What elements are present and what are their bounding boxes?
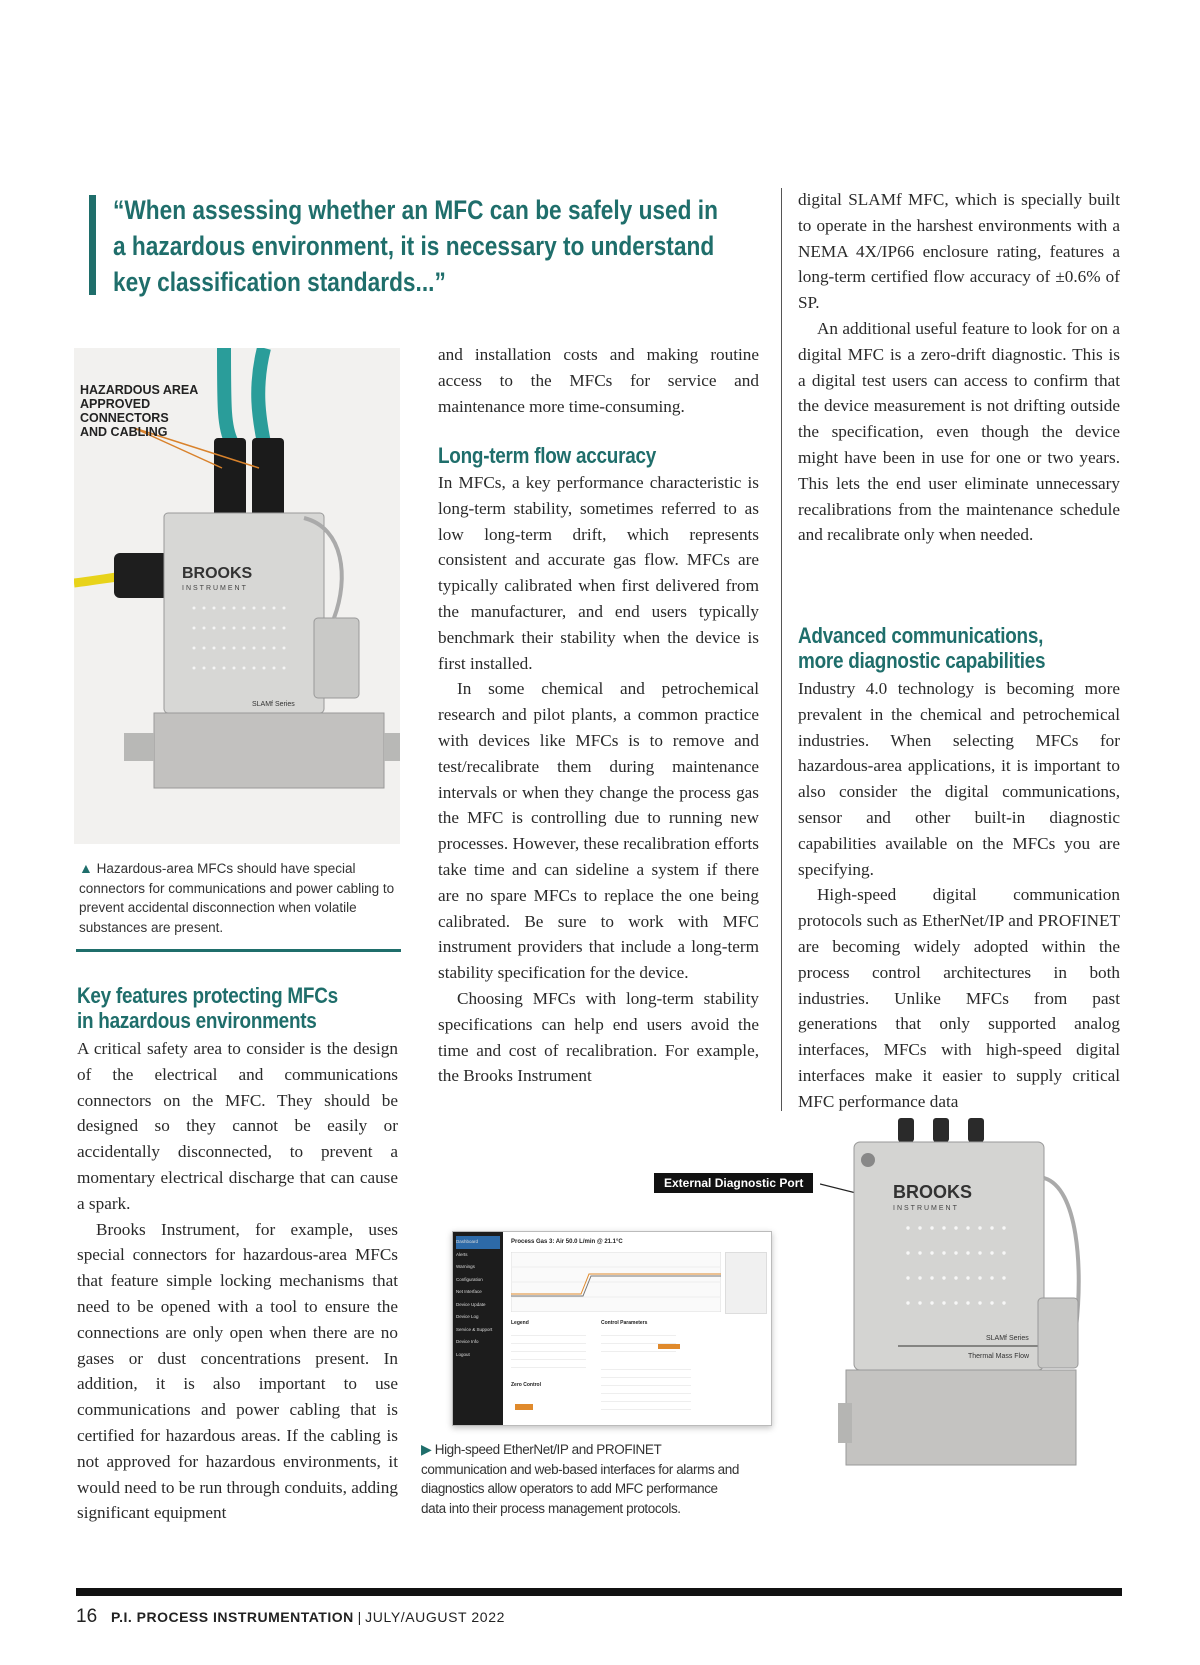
brand-logo: BROOKS bbox=[182, 565, 253, 582]
ui-trend-chart bbox=[511, 1252, 721, 1312]
paragraph: An additional useful feature to look for on a digital MFC is a zero-drift diagnostic. This is a digital test users can access to confirm that the device measurement is not drifting outside the specification, even though the device might have been in use for one or two years. This lets the end user eliminate unnecessary recalibrations from the maintenance schedule and recalibrate only when needed. bbox=[798, 318, 1120, 545]
ui-nav-item: Dashboard bbox=[456, 1236, 500, 1249]
figure1-photo bbox=[74, 348, 400, 844]
pull-quote-bar bbox=[89, 195, 96, 295]
mfc-device-2-illustration bbox=[838, 1118, 1098, 1578]
column3-body-top bbox=[798, 187, 1120, 548]
svg-text:INSTRUMENT: INSTRUMENT bbox=[182, 585, 248, 592]
callout-label: HAZARDOUS AREA APPROVED CONNECTORS AND CABLING bbox=[80, 383, 198, 439]
ui-title: Process Gas 3: Air 50.0 L/min @ 21.1°C bbox=[511, 1239, 623, 1245]
magazine-name: P.I. PROCESS INSTRUMENTATION bbox=[111, 1609, 354, 1625]
page-footer bbox=[76, 1606, 505, 1628]
column2-body bbox=[438, 470, 759, 1089]
footer-rule bbox=[76, 1588, 1122, 1596]
column2-intro bbox=[438, 342, 759, 419]
paragraph: High-speed digital communication protocols such as EtherNet/IP and PROFINET are becoming widely adopted within the process control architectures in both industries. Unlike MFCs from past generations that only supported analog interfaces, MFCs with high-speed digital interfaces make it easier to supply critical MFC performance data bbox=[798, 885, 1120, 1111]
diagnostic-port bbox=[861, 1153, 875, 1167]
section-heading-advanced-comm: Advanced communications, more diagnostic capabilities bbox=[798, 623, 1046, 673]
footer-separator: | bbox=[357, 1609, 362, 1625]
figure2-caption: ▶ High-speed EtherNet/IP and PROFINET communication and web-based interfaces for alarms and diagnostics allow operators to add MFC performance data into their process management protocols. bbox=[421, 1441, 739, 1516]
paragraph: In some chemical and petrochemical research and pilot plants, a common practice with devices like MFCs is to remove and test/recalibrate them during maintenance intervals or when they change the process gas the MFC is controlling due to running new processes. However, these recalibration efforts take time and can sideline a system if there are no spare MFCs to replace the one being calibrated. Be sure to work with MFC instrument providers that include a long-term stability specification for the device. bbox=[438, 679, 759, 983]
caption-rule bbox=[76, 949, 401, 952]
figure1-caption: ▲ Hazardous-area MFCs should have special connectors for communications and power cabling to prevent accidental disconnection when volatile substances are present. bbox=[79, 860, 395, 935]
triangle-right-icon: ▶ bbox=[421, 1441, 432, 1457]
svg-text:SLAMf Series: SLAMf Series bbox=[986, 1335, 1029, 1342]
ui-nav-item: Service & Support bbox=[456, 1326, 493, 1332]
paragraph: and installation costs and making routine access to the MFCs for service and maintenance more time-consuming. bbox=[438, 345, 759, 416]
ui-zero-button bbox=[515, 1404, 533, 1410]
ui-sidebar bbox=[453, 1232, 503, 1425]
ui-legend-rows bbox=[511, 1328, 586, 1373]
ui-zero-control: Zero Control bbox=[511, 1382, 541, 1388]
column1-body bbox=[77, 1036, 398, 1526]
ui-control-rows bbox=[601, 1328, 676, 1353]
ui-legend: Legend bbox=[511, 1320, 529, 1326]
svg-text:SLAMf Series: SLAMf Series bbox=[252, 701, 295, 708]
paragraph: A critical safety area to consider is the design of the electrical and communications connectors on the MFC. They should be designed so they cannot be easily or accidentally disconnected, to prevent a momentary electrical discharge that can cause a spark. bbox=[77, 1039, 398, 1213]
svg-text:Thermal Mass Flow: Thermal Mass Flow bbox=[968, 1353, 1030, 1360]
ui-nav-item: Device Update bbox=[456, 1301, 486, 1307]
web-interface-screenshot bbox=[452, 1231, 772, 1426]
section-heading-long-term: Long-term flow accuracy bbox=[438, 443, 657, 468]
ui-setpoint-rows bbox=[601, 1362, 691, 1412]
mfc-device-illustration bbox=[74, 348, 400, 844]
paragraph: In MFCs, a key performance characteristic is long-term stability, sometimes referred to as low long-term drift, which represents consistent and accurate gas flow. MFCs are typically calibrated when first delivered from the manufacturer, and end users typically benchmark their stability when the device is first installed. bbox=[438, 473, 759, 673]
external-port-label: External Diagnostic Port bbox=[654, 1173, 813, 1193]
issue-date: JULY/AUGUST 2022 bbox=[365, 1609, 505, 1625]
ui-nav-item: Warnings bbox=[456, 1264, 475, 1269]
ui-nav-item: Device Log bbox=[456, 1314, 479, 1319]
ui-nav-item: Net Interface bbox=[456, 1289, 482, 1294]
column-divider bbox=[781, 188, 782, 1111]
ui-nav-item: Configuration bbox=[456, 1276, 483, 1282]
paragraph: Industry 4.0 technology is becoming more prevalent in the chemical and petrochemical industries. When selecting MFCs for hazardous-area applications, it is important to also consider the digital communications, sensor and other built-in diagnostic capabilities available on the MFCs you are specifying. bbox=[798, 679, 1120, 879]
page-number: 16 bbox=[76, 1606, 98, 1627]
paragraph: Brooks Instrument, for example, uses special connectors for hazardous-area MFCs that feature simple locking mechanisms that need to be opened with a tool to ensure the connections are only open when there are no gases or dust concentrations present. In addition, it is also important to use communications and power cabling that is certified for hazardous areas. If the cabling is not approved for hazardous environments, it would need to be run through conduits, adding significant equipment bbox=[77, 1219, 398, 1523]
ui-nav-item: Alerts bbox=[456, 1251, 468, 1257]
ui-control: Control Parameters bbox=[601, 1320, 648, 1326]
svg-text:INSTRUMENT: INSTRUMENT bbox=[893, 1205, 959, 1212]
paragraph: digital SLAMf MFC, which is specially built to operate in the harshest environments with a NEMA 4X/IP66 enclosure rating, features a long-term certified flow accuracy of ±0.6% of SP. bbox=[798, 190, 1120, 313]
triangle-up-icon: ▲ bbox=[79, 860, 93, 876]
ui-status-panel bbox=[725, 1252, 767, 1314]
ui-apply-button bbox=[658, 1344, 680, 1349]
ui-nav-item: Logout bbox=[456, 1351, 470, 1357]
pull-quote: “When assessing whether an MFC can be safely used in a hazardous environment, it is necessary to understand key classification standards...” bbox=[113, 195, 718, 297]
ui-nav-item: Device Info bbox=[456, 1339, 479, 1344]
column3-body bbox=[798, 676, 1120, 1115]
brand-logo-2: BROOKS bbox=[893, 1182, 973, 1202]
section-heading-key-features: Key features protecting MFCs in hazardous environments bbox=[77, 983, 338, 1033]
paragraph: Choosing MFCs with long-term stability specifications can help end users avoid the time and cost of recalibration. For example, the Brooks Instrument bbox=[438, 988, 759, 1086]
